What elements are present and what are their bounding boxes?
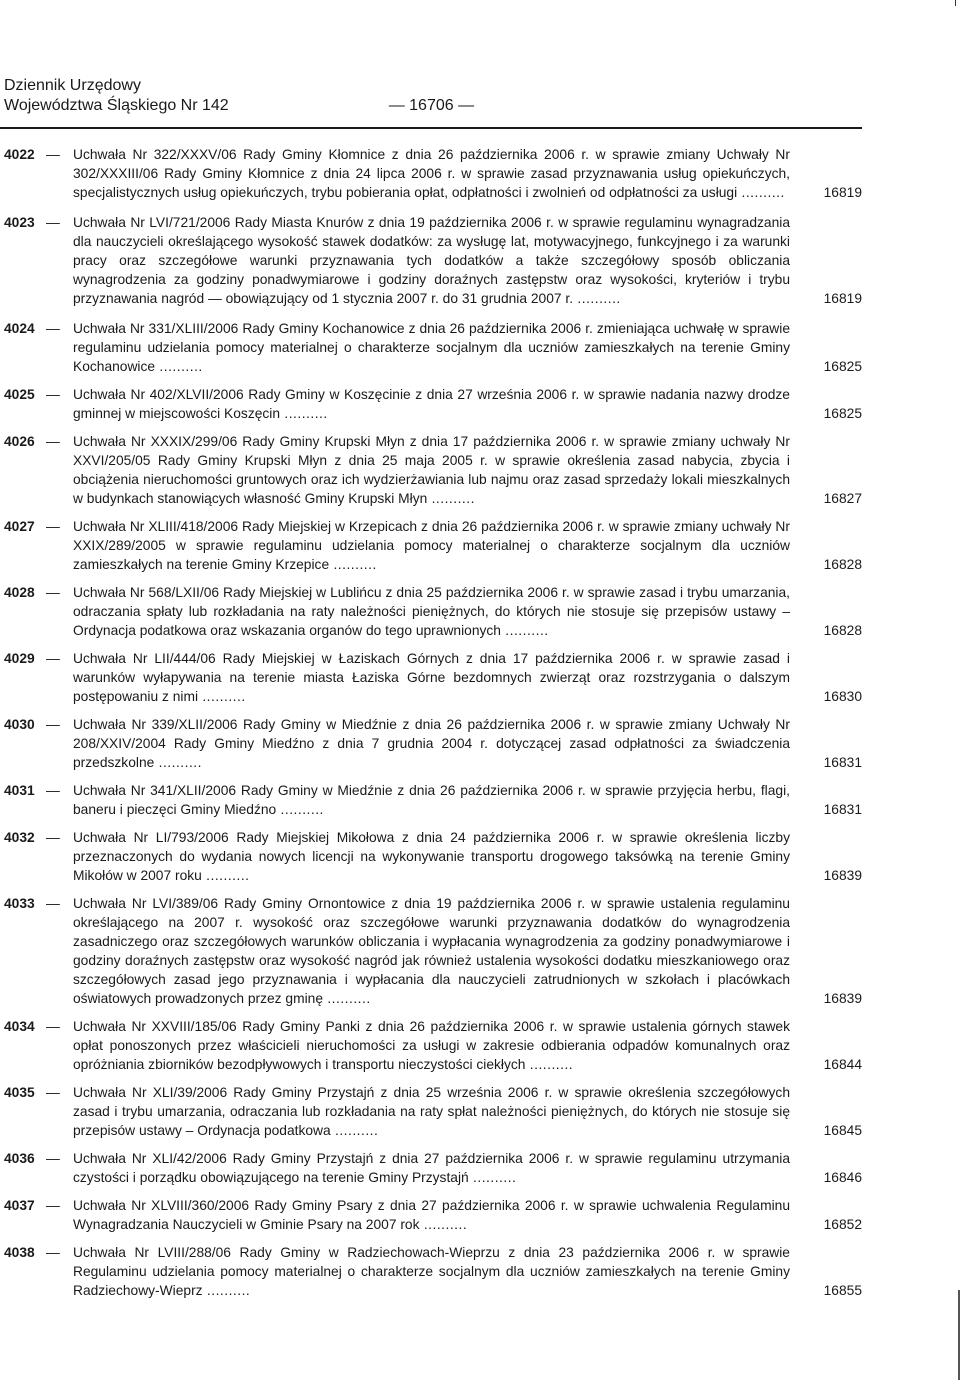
entry-title-text: Uchwała Nr XXVIII/185/06 Rady Gminy Panki z dnia 26 października 2006 r. w sprawie ustalenia górnych stawek opłat ponoszonych przez właścicieli nieruchomości za usługi w zakresie odbierania odpadów komunalnych oraz opróżniania zbiorników bezodpływowych i transportu nieczystości ciekłych	[73, 1019, 790, 1072]
leader-dots: ..........	[525, 1057, 574, 1072]
entry-number: 4027	[4, 519, 35, 534]
entry-title[interactable]	[73, 517, 790, 574]
entry-page-ref[interactable]: 16828	[823, 557, 862, 572]
entry-number: 4022	[4, 147, 35, 162]
entry-number: 4030	[4, 717, 35, 732]
entry-page-ref[interactable]: 16828	[823, 623, 862, 638]
entry-number: 4034	[4, 1019, 35, 1034]
entry-title-text: Uchwała Nr 322/XXXV/06 Rady Gminy Kłomnice z dnia 26 października 2006 r. w sprawie zmiany Uchwały Nr 302/XXXIII/06 Rady Gminy Kłomnice z dnia 24 lipca 2006 r. w sprawie zasad przyznawania usług opiekuńczych, specjalistycznych usług opiekuńczych, trybu pobierania opłat, odpłatności i zwolnień od odpłatności za usługi	[73, 147, 790, 200]
entry-dash: —	[46, 1085, 60, 1100]
entry-page-ref[interactable]: 16819	[823, 291, 862, 306]
entry-title-text: Uchwała Nr XLIII/418/2006 Rady Miejskiej w Krzepicach z dnia 26 października 2006 r. w sprawie zmiany uchwały Nr XXIX/289/2005 w sprawie regulaminu udzielania pomocy materialnej o charakterze socjalnym dla uczniów zamieszkałych na terenie Gminy Krzepice	[73, 519, 790, 572]
entry-page-ref[interactable]: 16855	[823, 1283, 862, 1298]
corner-mark	[955, 0, 956, 6]
entry-title[interactable]	[73, 1017, 790, 1074]
entry-dash: —	[46, 434, 60, 449]
entry-number: 4033	[4, 896, 35, 911]
toc-entry[interactable]	[0, 319, 870, 376]
entry-title-text: Uchwała Nr 341/XLII/2006 Rady Gminy w Miedźnie z dnia 26 października 2006 r. w sprawie przyjęcia herbu, flagi, baneru i pieczęci Gminy Miedźno	[73, 783, 790, 817]
entry-dash: —	[46, 651, 60, 666]
leader-dots: ..........	[154, 755, 202, 770]
entry-dash: —	[46, 1019, 60, 1034]
entry-title[interactable]	[73, 319, 790, 376]
entry-page-ref[interactable]: 16852	[823, 1217, 862, 1232]
entry-page-ref[interactable]: 16830	[823, 689, 862, 704]
entry-title[interactable]	[73, 1196, 790, 1234]
entry-dash: —	[46, 1245, 60, 1260]
entry-page-ref[interactable]: 16825	[823, 406, 862, 421]
entry-number: 4032	[4, 830, 35, 845]
entry-page-ref[interactable]: 16846	[823, 1170, 862, 1185]
entry-title[interactable]	[73, 894, 790, 1008]
leader-dots: ..........	[323, 991, 371, 1006]
entry-page-ref[interactable]: 16827	[823, 491, 862, 506]
toc-entry[interactable]	[0, 517, 870, 574]
entry-title-text: Uchwała Nr LVI/721/2006 Rady Miasta Knurów z dnia 19 października 2006 r. w sprawie regulaminu wynagradzania dla nauczycieli określającego wysokość stawek dodatków: za wysługę lat, motywacyjnego, funkcyjnego i za warunki pracy oraz szczegółowe warunki przyznawania tych dodatków a także szczegółowy sposób obliczania wynagrodzenia za godziny ponadwymiarowe i godziny doraźnych zastępstw oraz wysokości, kryteriów i trybu przyznawania nagród — obowiązujący od 1 stycznia 2007 r. do 31 grudnia 2007 r.	[73, 215, 790, 306]
journal-title: Dziennik Urzędowy	[4, 77, 141, 94]
entry-page-ref[interactable]: 16845	[823, 1123, 862, 1138]
toc-entry[interactable]	[0, 715, 870, 772]
leader-dots: ..........	[280, 406, 328, 421]
entry-title[interactable]	[73, 781, 790, 819]
toc-entry[interactable]	[0, 649, 870, 706]
entry-title-text: Uchwała Nr 339/XLII/2006 Rady Gminy w Miedźnie z dnia 26 października 2006 r. w sprawie zmiany Uchwały Nr 208/XXIV/2004 Rady Gminy Miedźno z dnia 7 grudnia 2004 r. dotyczącej zasad odpłatności za świadczenia przedszkolne	[73, 717, 790, 770]
leader-dots: ..........	[276, 802, 324, 817]
entry-title[interactable]	[73, 1243, 790, 1300]
entry-dash: —	[46, 717, 60, 732]
entry-title-text: Uchwała Nr XLI/39/2006 Rady Gminy Przystajń z dnia 25 września 2006 r. w sprawie określenia szczegółowych zasad i trybu umarzania, odraczania lub rozkładania na raty spłat należności pieniężnych, do których nie stosuje się przepisów ustawy – Ordynacja podatkowa	[73, 1085, 790, 1138]
entry-dash: —	[46, 147, 60, 162]
toc-entry[interactable]	[0, 145, 870, 202]
entry-dash: —	[46, 519, 60, 534]
entry-title-text: Uchwała Nr XLI/42/2006 Rady Gminy Przystajń z dnia 27 października 2006 r. w sprawie regulaminu utrzymania czystości i porządku obowiązującego na terenie Gminy Przystajń	[73, 1151, 790, 1185]
entry-dash: —	[46, 387, 60, 402]
entry-number: 4037	[4, 1198, 35, 1213]
entry-number: 4023	[4, 215, 35, 230]
toc-entry[interactable]	[0, 432, 870, 508]
entry-number: 4035	[4, 1085, 35, 1100]
toc-entry[interactable]	[0, 1017, 870, 1074]
entry-number: 4025	[4, 387, 35, 402]
entry-number: 4029	[4, 651, 35, 666]
leader-dots: ..........	[198, 689, 246, 704]
page-header	[4, 76, 860, 116]
toc-entry[interactable]	[0, 1149, 870, 1187]
entry-page-ref[interactable]: 16839	[823, 868, 862, 883]
toc-entry[interactable]	[0, 828, 870, 885]
entry-title-text: Uchwała Nr LII/444/06 Rady Miejskiej w Łaziskach Górnych z dnia 17 października 2006 r. w sprawie zasad i warunków wyłapywania na terenie miasta Łaziska Górne bezdomnych zwierząt oraz rozstrzygania o dalszym postępowaniu z nimi	[73, 651, 790, 704]
toc-entry[interactable]	[0, 213, 870, 308]
entry-title[interactable]	[73, 213, 790, 308]
leader-dots: ..........	[155, 359, 203, 374]
leader-dots: ..........	[573, 291, 621, 306]
toc-entry[interactable]	[0, 781, 870, 819]
entry-title-text: Uchwała Nr LVIII/288/06 Rady Gminy w Radziechowach-Wieprzu z dnia 23 października 2006 r. w sprawie Regulaminu udzielania pomocy materialnej o charakterze socjalnym dla uczniów zamieszkałych na terenie Gminy Radziechowy-Wieprz	[73, 1245, 790, 1298]
header-divider	[0, 127, 862, 129]
toc-entry[interactable]	[0, 1243, 870, 1300]
entry-title-text: Uchwała Nr 568/LXII/06 Rady Miejskiej w Lublińcu z dnia 25 października 2006 r. w sprawie zasad i trybu umarzania, odraczania spłaty lub rozkładania na raty należności pieniężnych, do których nie stosuje się przepisów ustawy – Ordynacja podatkowa oraz wskazania organów do tego uprawnionych	[73, 585, 790, 638]
entry-dash: —	[46, 585, 60, 600]
entry-title[interactable]	[73, 715, 790, 772]
entry-dash: —	[46, 215, 60, 230]
entry-number: 4038	[4, 1245, 35, 1260]
entry-number: 4036	[4, 1151, 35, 1166]
leader-dots: ..........	[737, 185, 785, 200]
entry-dash: —	[46, 1198, 60, 1213]
entry-number: 4024	[4, 321, 35, 336]
entry-title-text: Uchwała Nr XXXIX/299/06 Rady Gminy Krupski Młyn z dnia 17 października 2006 r. w sprawie zmiany uchwały Nr XXVI/205/05 Rady Gminy Krupski Młyn z dnia 25 maja 2005 r. w sprawie określenia zasad nabycia, zbycia i obciążenia nieruchomości gruntowych oraz ich wydzierżawiania lub najmu oraz zasad sprzedaży lokali mieszkalnych w budynkach stanowiących własność Gminy Krupski Młyn	[73, 434, 790, 506]
entry-page-ref[interactable]: 16819	[823, 185, 862, 200]
entry-title-text: Uchwała Nr 402/XLVII/2006 Rady Gminy w Koszęcinie z dnia 27 września 2006 r. w sprawie nadania nazwy drodze gminnej w miejscowości Koszęcin	[73, 387, 790, 421]
entry-dash: —	[46, 783, 60, 798]
entry-title-text: Uchwała Nr XLVIII/360/2006 Rady Gminy Psary z dnia 27 października 2006 r. w sprawie uchwalenia Regulaminu Wynagradzania Nauczycieli w Gminie Psary na 2007 rok	[73, 1198, 790, 1232]
toc-entry[interactable]	[0, 894, 870, 1008]
entry-page-ref[interactable]: 16825	[823, 359, 862, 374]
leader-dots: ..........	[419, 1217, 468, 1232]
entry-page-ref[interactable]: 16844	[823, 1057, 862, 1072]
leader-dots: ..........	[500, 623, 549, 638]
entry-page-ref[interactable]: 16839	[823, 991, 862, 1006]
entry-dash: —	[46, 1151, 60, 1166]
entry-number: 4031	[4, 783, 35, 798]
entry-dash: —	[46, 321, 60, 336]
entry-title[interactable]	[73, 145, 790, 202]
toc-entry[interactable]	[0, 1196, 870, 1234]
leader-dots: ..........	[329, 557, 377, 572]
journal-subtitle: Województwa Śląskiego Nr 142	[4, 97, 229, 114]
entry-number: 4028	[4, 585, 35, 600]
entry-title[interactable]	[73, 649, 790, 706]
entry-dash: —	[46, 896, 60, 911]
leader-dots: ..........	[201, 868, 250, 883]
entry-number: 4026	[4, 434, 35, 449]
leader-dots: ..........	[202, 1283, 251, 1298]
page-number: — 16706 —	[388, 97, 475, 114]
entry-title-text: Uchwała Nr LI/793/2006 Rady Miejskiej Mikołowa z dnia 24 października 2006 r. w sprawie określenia liczby przeznaczonych do wydania nowych licencji na wykonywanie transportu drogowego taksówką na terenie Gminy Mikołów w 2007 roku	[73, 830, 790, 883]
entry-page-ref[interactable]: 16831	[823, 802, 862, 817]
entry-title[interactable]	[73, 385, 790, 423]
entry-title[interactable]	[73, 432, 790, 508]
entry-title[interactable]	[73, 828, 790, 885]
toc-entry[interactable]	[0, 583, 870, 640]
toc-entry[interactable]	[0, 1083, 870, 1140]
table-of-contents	[0, 145, 870, 1300]
entry-title[interactable]	[73, 583, 790, 640]
leader-dots: ..........	[427, 491, 475, 506]
entry-title[interactable]	[73, 1149, 790, 1187]
leader-dots: ..........	[468, 1170, 517, 1185]
entry-title-text: Uchwała Nr LVI/389/06 Rady Gminy Ornontowice z dnia 19 października 2006 r. w sprawie ustalenia regulaminu określającego na 2007 r. wysokość oraz szczegółowe warunki przyznawania dodatków do wynagrodzenia zasadniczego oraz szczegółowych warunków obliczania i wypłacania wynagrodzenia za godziny ponadwymiarowe i godziny doraźnych zastępstw oraz wysokość nagród jak również ustalenia wysokości dodatku mieszkaniowego oraz szczegółowych zasad jego przyznawania i wypłacania dla nauczycieli zatrudnionych w szkołach i placówkach oświatowych prowadzonych przez gminę	[73, 896, 790, 1006]
toc-entry[interactable]	[0, 385, 870, 423]
entry-title[interactable]	[73, 1083, 790, 1140]
entry-page-ref[interactable]: 16831	[823, 755, 862, 770]
entry-title-text: Uchwała Nr 331/XLIII/2006 Rady Gminy Kochanowice z dnia 26 października 2006 r. zmieniająca uchwałę w sprawie regulaminu udzielania pomocy materialnej o charakterze socjalnym dla uczniów zamieszkałych na terenie Gminy Kochanowice	[73, 321, 790, 374]
leader-dots: ..........	[330, 1123, 379, 1138]
entry-dash: —	[46, 830, 60, 845]
